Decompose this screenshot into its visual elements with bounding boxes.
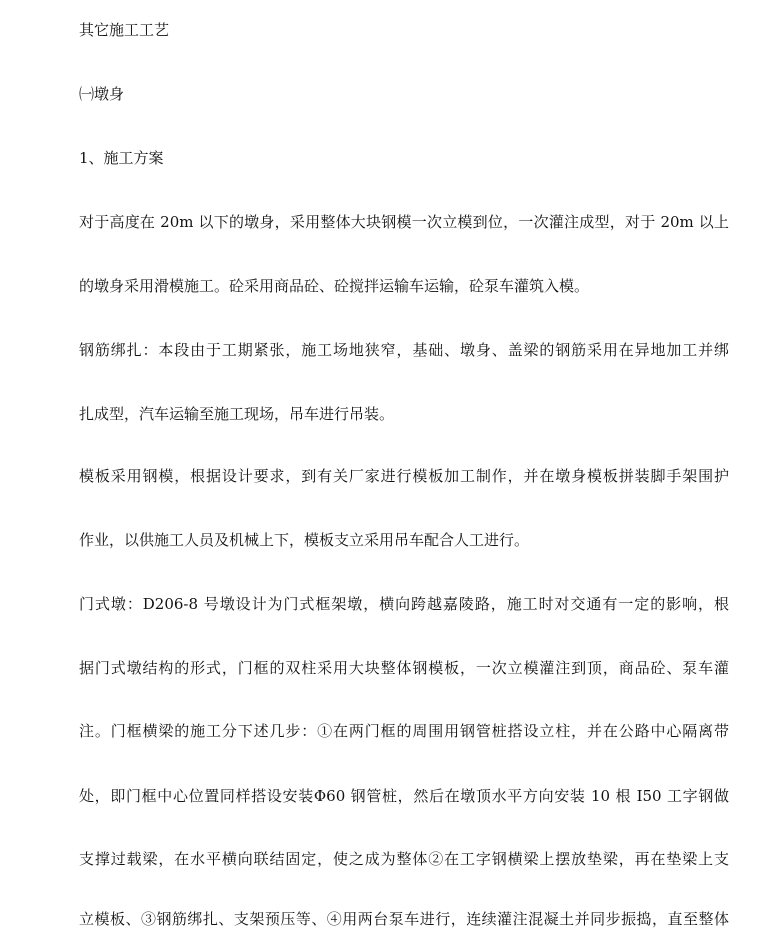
paragraph-line: 对于高度在 20m 以下的墩身，采用整体大块钢模一次立模到位，一次灌注成型，对于 20m 以上	[79, 213, 729, 231]
section-title: 1、施工方案	[79, 149, 164, 167]
paragraph-line: 扎成型，汽车运输至施工现场，吊车进行吊装。	[79, 405, 395, 423]
paragraph-line: 模板采用钢模，根据设计要求，到有关厂家进行模板加工制作，并在墩身模板拼装脚手架围护	[79, 467, 729, 485]
paragraph-line: 处，即门框中心位置同样搭设安装Φ60 钢管桩，然后在墩顶水平方向安装 10 根 I50 工字钢做	[79, 787, 729, 805]
document-heading: 其它施工工艺	[79, 21, 170, 39]
paragraph-line: 据门式墩结构的形式，门框的双柱采用大块整体钢模板，一次立模灌注到顶，商品砼、泵车灌	[79, 659, 729, 677]
paragraph-line: 门式墩：D206-8 号墩设计为门式框架墩，横向跨越嘉陵路，施工时对交通有一定的影响，根	[79, 595, 729, 613]
document-subheading: ㈠墩身	[79, 85, 125, 103]
paragraph-line-clipped: 立模板、③钢筋绑扎、支架预压等、④用两台泵车进行，连续灌注混凝土并同步振捣，直至整体	[79, 910, 729, 928]
paragraph-line: 注。门框横梁的施工分下述几步：①在两门框的周围用钢管桩搭设立柱，并在公路中心隔离带	[79, 722, 729, 740]
paragraph-line: 支撑过载梁，在水平横向联结固定，使之成为整体②在工字钢横梁上摆放垫梁，再在垫梁上支	[79, 850, 729, 868]
paragraph-line: 的墩身采用滑模施工。砼采用商品砼、砼搅拌运输车运输，砼泵车灌筑入模。	[79, 277, 590, 295]
paragraph-line: 钢筋绑扎：本段由于工期紧张，施工场地狭窄，基础、墩身、盖梁的钢筋采用在异地加工并绑	[79, 341, 729, 359]
paragraph-line: 作业，以供施工人员及机械上下，模板支立采用吊车配合人工进行。	[79, 531, 530, 549]
